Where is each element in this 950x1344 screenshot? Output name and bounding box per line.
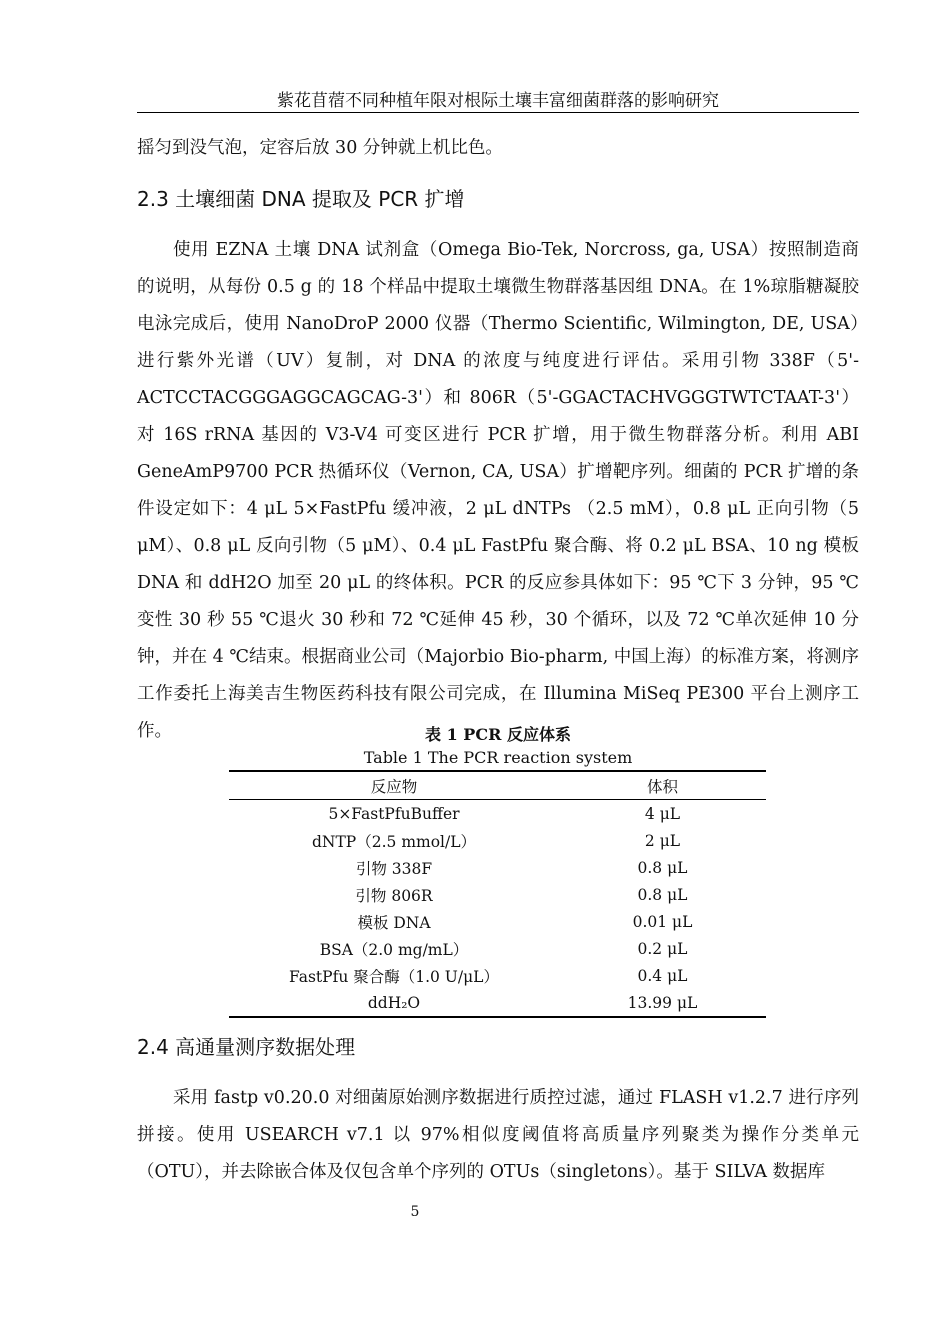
volume-cell: 0.8 μL — [637, 885, 688, 904]
volume-cell: 4 μL — [644, 804, 681, 823]
table-row — [229, 854, 766, 881]
table-row — [229, 827, 766, 854]
section-2-3-paragraph: 使用 EZNA 土壤 DNA 试剂盒（Omega Bio-Tek, Norcross, ga, USA）按照制造商的说明，从每份 0.5 g 的 18 个样品中提取土壤微生物群落基因组 DNA。在 1%琼脂糖凝胶电泳完成后，使用 NanoDroP 2000 仪器（Thermo Scientific, Wilmington, DE, USA）进行紫外光谱（UV）复制，对 DNA 的浓度与纯度进行评估。采用引物 338F（5'-ACTCCTACGGGAGGCAGCAG-3'）和 806R（5'-GGACTACHVGGGTWTCTAAT-3'）对 16S rRNA 基因的 V3-V4 可变区进行 PCR 扩增，用于微生物群落分析。利用 ABI GeneAmP9700 PCR 热循环仪（Vernon, CA, USA）扩增靶序列。细菌的 PCR 扩增的条件设定如下：4 μL 5×FastPfu 缓冲液，2 μL dNTPs （2.5 mM），0.8 μL 正向引物（5 μM）、0.8 μL 反向引物（5 μM）、0.4 μL FastPfu 聚合酶、将 0.2 μL BSA、10 ng 模板 DNA 和 ddH2O 加至 20 μL 的终体积。PCR 的反应参具体如下：95 ℃下 3 分钟，95 ℃变性 30 秒 55 ℃退火 30 秒和 72 ℃延伸 45 秒，30 个循环，以及 72 ℃单次延伸 10 分钟，并在 4 ℃结束。根据商业公司（Majorbio Bio-pharm, 中国上海）的标准方案，将测序工作委托上海美吉生物医药科技有限公司完成，在 Illumina MiSeq PE300 平台上测序工作。 — [137, 240, 859, 741]
table-caption-cn: 表 1 PCR 反应体系 — [425, 725, 571, 744]
table-row — [229, 908, 766, 935]
reagent-cell: ddH₂O — [367, 993, 421, 1012]
page-number: 5 — [410, 1204, 420, 1220]
volume-cell: 0.01 μL — [632, 912, 693, 931]
reagent-cell: 引物 338F — [355, 859, 433, 878]
pcr-reaction-table — [229, 770, 766, 1018]
reagent-cell: dNTP（2.5 mmol/L） — [311, 832, 477, 851]
volume-cell: 0.2 μL — [637, 939, 688, 958]
reagent-cell: 5×FastPfuBuffer — [328, 804, 460, 823]
section-2-4-heading: 2.4 高通量测序数据处理 — [137, 1035, 356, 1059]
volume-cell: 13.99 μL — [627, 993, 698, 1012]
table-row — [229, 935, 766, 962]
top-paragraph: 摇匀到没气泡，定容后放 30 分钟就上机比色。 — [137, 138, 503, 158]
reagent-cell: 引物 806R — [355, 886, 433, 905]
column-header-reagent: 反应物 — [229, 771, 559, 800]
table-row — [229, 881, 766, 908]
reagent-cell: BSA（2.0 mg/mL） — [319, 940, 469, 959]
table-row — [229, 800, 766, 828]
table-header-row — [229, 771, 766, 800]
reagent-cell: FastPfu 聚合酶（1.0 U/μL） — [289, 967, 499, 986]
table-row — [229, 962, 766, 989]
volume-cell: 0.8 μL — [637, 858, 688, 877]
volume-cell: 0.4 μL — [637, 966, 688, 985]
table-caption-en: Table 1 The PCR reaction system — [363, 748, 633, 767]
table-row — [229, 989, 766, 1017]
reagent-cell: 模板 DNA — [357, 913, 431, 932]
section-2-3-heading: 2.3 土壤细菌 DNA 提取及 PCR 扩增 — [137, 187, 465, 211]
running-header: 紫花苜蓿不同种植年限对根际土壤丰富细菌群落的影响研究 — [137, 90, 859, 113]
column-header-volume: 体积 — [559, 771, 766, 800]
volume-cell: 2 μL — [644, 831, 681, 850]
section-2-4-paragraph: 采用 fastp v0.20.0 对细菌原始测序数据进行质控过滤，通过 FLASH v1.2.7 进行序列拼接。使用 USEARCH v7.1 以 97%相似度阈值将高质量序列聚类为操作分类单元（OTU），并去除嵌合体及仅包含单个序列的 OTUs（singletons）。基于 SILVA 数据库 — [137, 1088, 859, 1182]
